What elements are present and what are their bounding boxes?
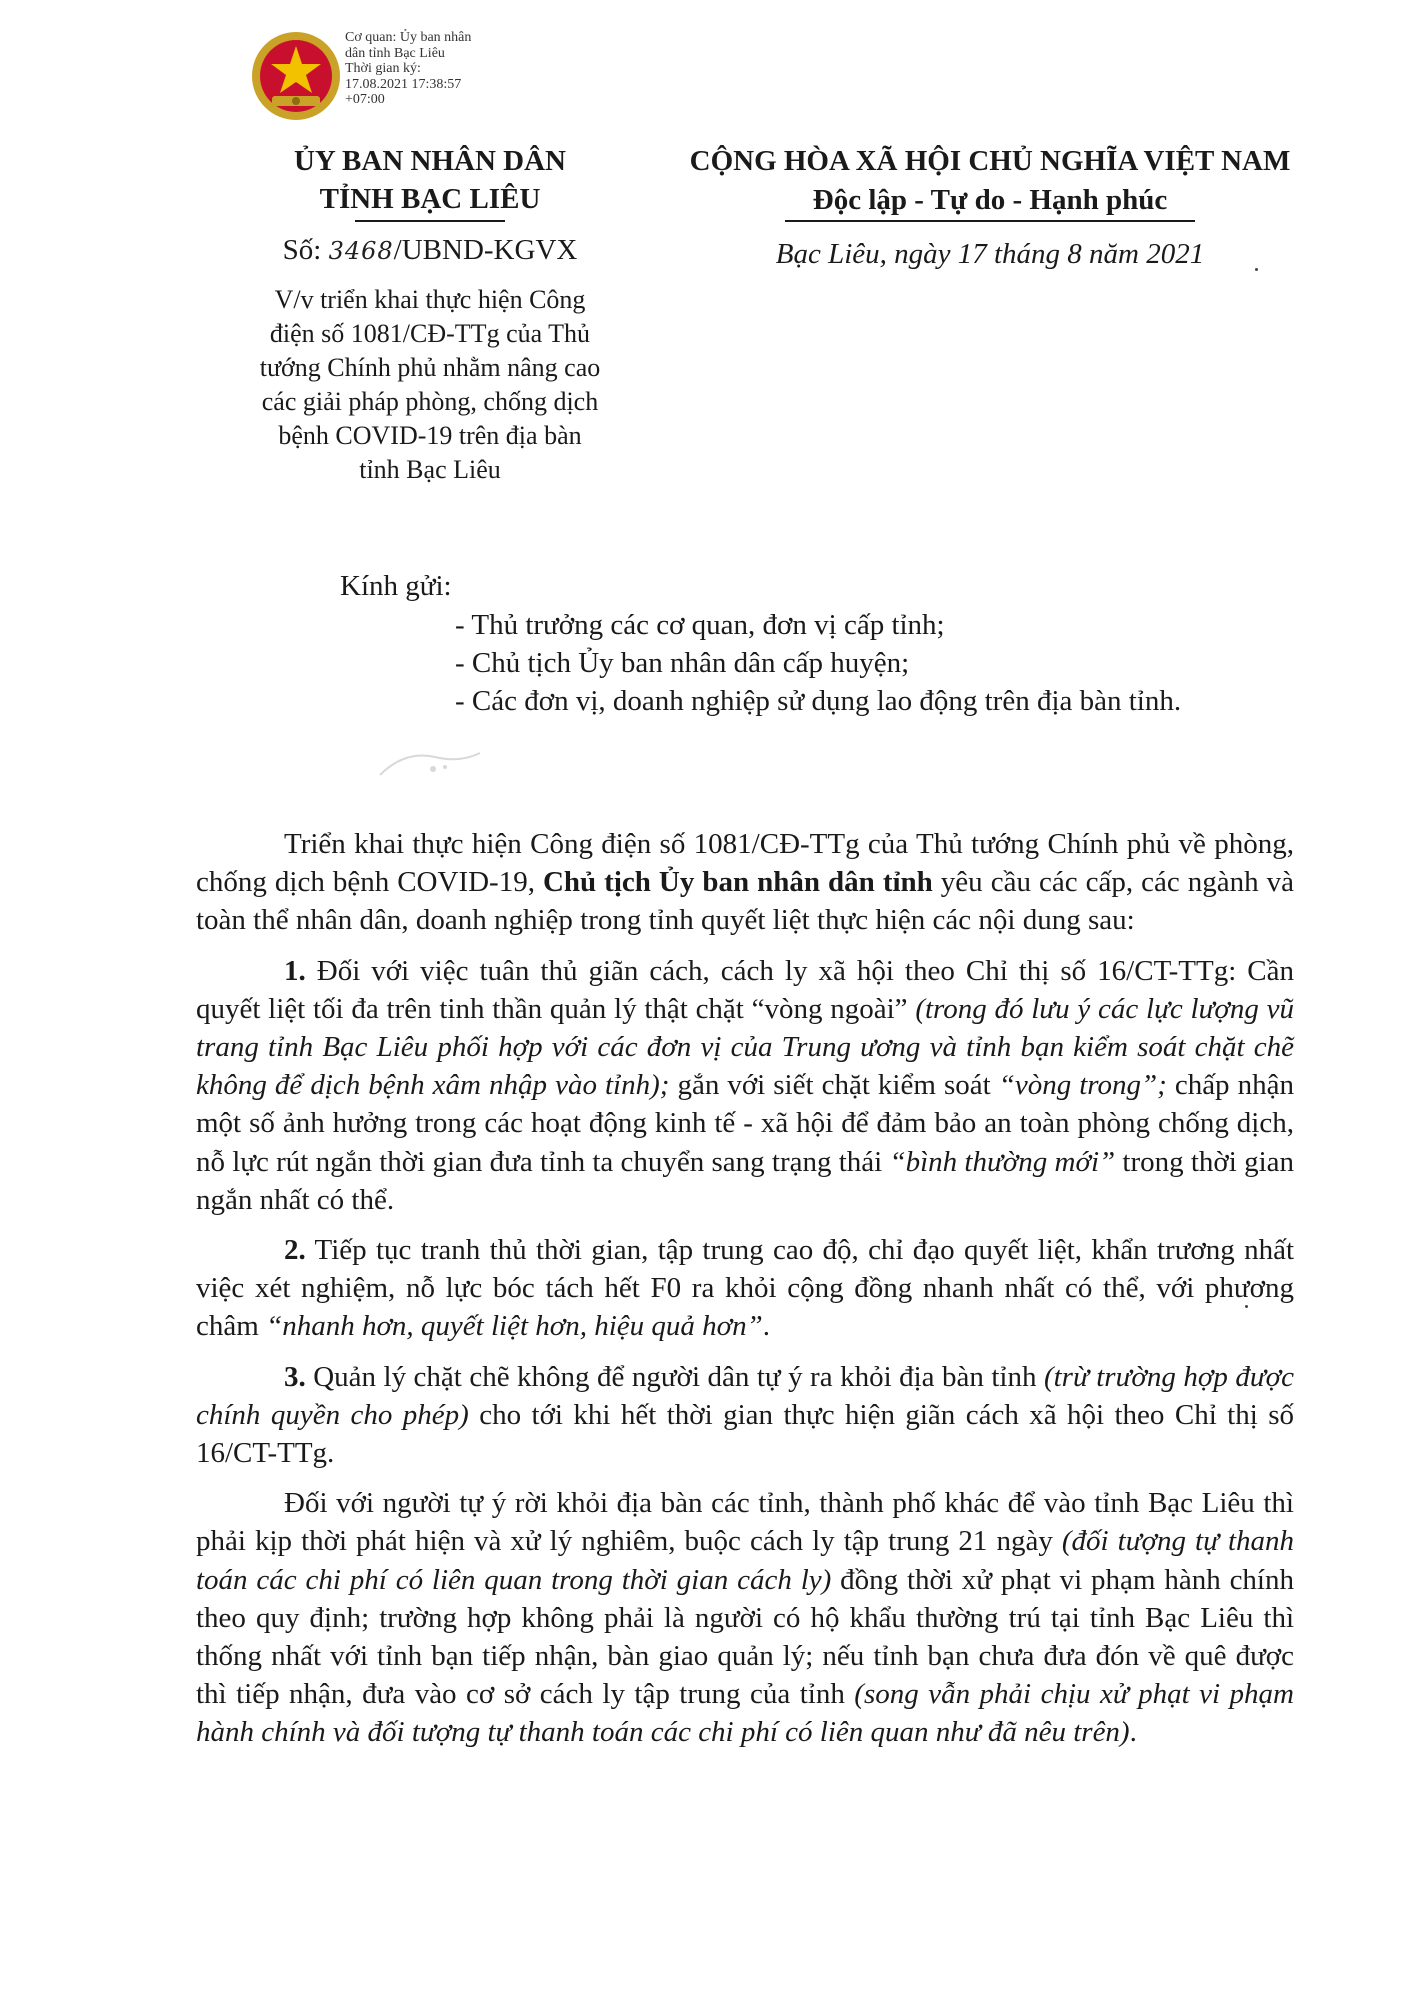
signature-line: Thời gian ký: [345,61,421,76]
issuing-authority-block [220,142,640,487]
italic-run: (đối tượng tự thanh toán các chi phí có liên quan trong thời gian cách ly) [196,1525,1295,1596]
place-date: Bạc Liêu, ngày 17 tháng 8 năm 2021 [775,238,1205,270]
text-run: Quản lý chặt chẽ không để người dân tự ý ra khỏi địa bàn tỉnh [305,1360,1044,1393]
recipient-list [455,606,1181,720]
authority-underline [355,220,505,222]
subject-line: tướng Chính phủ nhằm nâng cao [259,353,601,382]
signature-line: dân tỉnh Bạc Liêu [345,45,445,61]
item-number: 2. [284,1234,306,1267]
text-run: đồng thời xử phạt vi phạm hành chính theo quy định; trường hợp không phải là người có hộ khẩu thường trú tại tỉnh Bạc Liêu thì thống nhất với tỉnh bạn tiếp nhận, bàn giao quản lý; nếu tỉnh bạn chưa đưa đón về quê được thì tiếp nhận, đưa vào cơ sở cách ly tập trung của tỉnh [196,1563,1294,1711]
text-run: trong thời gian ngắn nhất có thể. [196,1145,1295,1216]
nation-title: CỘNG HÒA XÃ HỘI CHỦ NGHĨA VIỆT NAM [689,145,1291,177]
text-run: Tiếp tục tranh thủ thời gian, tập trung cao độ, chỉ đạo quyết liệt, khẩn trương nhất việc xét nghiệm, nỗ lực bóc tách hết F0 ra khỏi cộng đồng nhanh nhất có thể, với phương châm [196,1234,1294,1343]
italic-run: “vòng trong”; [998,1069,1167,1102]
subject-line: tỉnh Bạc Liêu [359,455,501,484]
subject-line: điện số 1081/CĐ-TTg của Thủ [269,319,591,348]
text-run: Triển khai thực hiện Công điện số 1081/CĐ-TTg của Thủ tướng Chính phủ về phòng, chống dịch bệnh COVID-19, [196,828,1294,899]
item-number: 1. [284,954,306,987]
intro-paragraph [196,825,1294,940]
subject-line: các giải pháp phòng, chống dịch [261,387,599,416]
text-run: yêu cầu các cấp, các ngành và toàn thể nhân dân, doanh nghiệp trong tỉnh quyết liệt thực hiện các nội dung sau: [196,866,1294,937]
text-run: cho tới khi hết thời gian thực hiện giãn cách xã hội theo Chỉ thị số 16/CT-TTg. [196,1398,1294,1470]
signature-line: Cơ quan: Ủy ban nhân [345,30,472,45]
document-number [220,232,640,269]
document-body [196,825,1294,1764]
bold-run: Chủ tịch Ủy ban nhân dân tỉnh [542,866,933,899]
scan-speck [1255,268,1258,271]
greeting-label: Kính gửi: [340,570,452,602]
text-run: chấp nhận một số ảnh hưởng trong các hoạt động kinh tế - xã hội để đảm bảo an toàn phòng chống dịch, nỗ lực rút ngắn thời gian đưa tỉnh ta chuyển sang trạng thái [196,1069,1294,1178]
recipient-item: - Chủ tịch Ủy ban nhân dân cấp huyện; [455,647,910,679]
doc-number-prefix: Số: [282,234,329,266]
italic-run: (trong đó lưu ý các lực lượng vũ trang tỉnh Bạc Liêu phối hợp với các đơn vị của Trung ương và tỉnh bạn kiểm soát chặt chẽ không để dịch bệnh xâm nhập vào tỉnh); [196,992,1294,1102]
text-run: Đối với người tự ý rời khỏi địa bàn các tỉnh, thành phố khác để vào tỉnh Bạc Liêu thì phải kịp thời phát hiện và xử lý nghiêm, buộc cách ly tập trung 21 ngày [196,1487,1294,1558]
text-run: Đối với việc tuân thủ giãn cách, cách ly xã hội theo Chỉ thị số 16/CT-TTg: Cần quyết liệt tối đa trên tinh thần quản lý thật chặt “vòng ngoài” [196,954,1294,1025]
digital-signature-info [345,30,505,108]
paragraph-4 [196,1484,1294,1751]
item-2-paragraph [196,1231,1294,1346]
faint-stamp-mark-icon [375,745,485,785]
motto-underline [785,220,1195,222]
signature-line: +07:00 [345,92,385,107]
subject-line: V/v triển khai thực hiện Công [274,285,586,314]
italic-run: (song vẫn phải chịu xử phạt vi phạm hành chính và đối tượng tự thanh toán các chi phí có liên quan như đã nêu trên) [196,1678,1295,1749]
handwritten-number: 3468 [328,237,394,265]
authority-province: TỈNH BẠC LIÊU [319,183,541,215]
text-run: gắn với siết chặt kiểm soát [669,1069,999,1102]
text-run: . [1129,1716,1137,1749]
italic-run: “bình thường mới” [889,1145,1116,1178]
authority-name: ỦY BAN NHÂN DÂN [293,145,566,177]
national-motto: Độc lập - Tự do - Hạnh phúc [812,184,1168,216]
item-number: 3. [284,1360,306,1393]
recipient-item: - Các đơn vị, doanh nghiệp sử dụng lao động trên địa bàn tỉnh. [455,685,1182,717]
subject-line: bệnh COVID-19 trên địa bàn [278,421,582,450]
national-emblem-icon [250,30,342,122]
recipient-item: - Thủ trưởng các cơ quan, đơn vị cấp tỉnh; [455,609,945,641]
document-subject [220,283,640,487]
national-header-block [640,142,1340,272]
item-1-paragraph [196,952,1294,1219]
italic-run: (trừ trường hợp được chính quyền cho phép) [196,1360,1294,1431]
doc-number-suffix: /UBND-KGVX [393,234,578,266]
italic-run: “nhanh hơn, quyết liệt hơn, hiệu quả hơn” [266,1310,763,1343]
text-run: . [762,1310,771,1343]
signature-line: 17.08.2021 17:38:57 [345,76,462,92]
scan-speck [1245,1305,1248,1308]
item-3-paragraph [196,1358,1294,1473]
